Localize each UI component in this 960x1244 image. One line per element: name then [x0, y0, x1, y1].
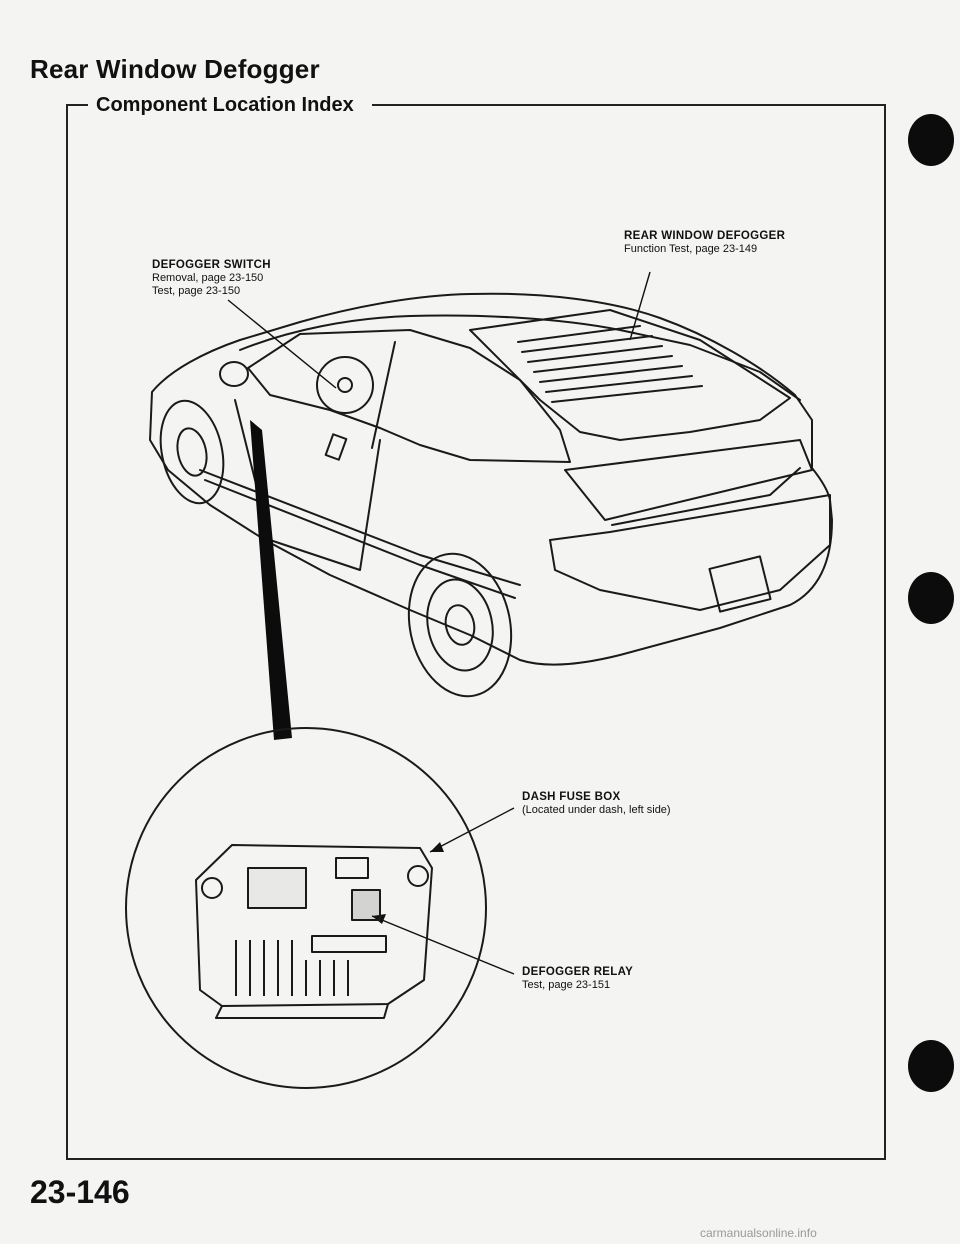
page-number: 23-146 — [30, 1174, 130, 1210]
footer-watermark: carmanualsonline.info — [700, 1226, 817, 1240]
car-roof-line — [240, 316, 800, 400]
callout-dash-fuse-box — [522, 791, 671, 817]
front-wheel — [152, 395, 232, 509]
car-rocker-line — [205, 480, 515, 598]
page-title: Rear Window Defogger — [30, 54, 320, 84]
callout-rear-window-defogger — [624, 230, 785, 256]
callout-defogger-relay — [522, 966, 633, 992]
callout-defogger-switch — [152, 259, 271, 298]
fuse-row-slots — [236, 940, 348, 996]
front-wheel-hub — [173, 426, 210, 479]
inset-pointer — [250, 420, 292, 740]
callout-line: (Located under dash, left side) — [522, 804, 671, 816]
fuse-row — [312, 936, 386, 952]
callout-line: Test, page 23-150 — [152, 285, 241, 297]
car-rear-panel — [565, 440, 812, 520]
callout-heading: DEFOGGER SWITCH — [152, 259, 271, 271]
car-rear-hatch-glass — [470, 310, 790, 440]
steering-wheel-hub — [338, 378, 352, 392]
section-title: Component Location Index — [90, 94, 360, 117]
leader-line-defogger-relay — [372, 916, 514, 974]
fuse-box-mount-hole — [202, 878, 222, 898]
callout-heading: DEFOGGER RELAY — [522, 966, 634, 978]
steering-wheel — [317, 357, 373, 413]
license-plate-recess — [709, 556, 770, 611]
fuse-box-mount-hole — [408, 866, 428, 886]
car-door-handle — [326, 434, 347, 459]
callout-line: Removal, page 23-150 — [152, 272, 264, 284]
fuse-box-connector — [248, 868, 306, 908]
callout-line: Test, page 23-151 — [522, 979, 611, 991]
rear-wheel — [396, 544, 524, 706]
arrow-head — [430, 842, 444, 852]
leader-line-defogger-switch — [228, 300, 336, 388]
callout-line: Function Test, page 23-149 — [624, 243, 758, 255]
car-rear-bumper — [550, 495, 830, 610]
defogger-relay-body — [352, 890, 380, 920]
leader-line-rear-window-defogger — [630, 272, 650, 340]
car-side-mirror — [220, 362, 248, 386]
callout-heading: DASH FUSE BOX — [522, 791, 621, 803]
leader-line-dash-fuse-box — [430, 808, 514, 852]
fuse-box-connector — [336, 858, 368, 878]
car-side-glass — [248, 330, 570, 462]
callout-heading: REAR WINDOW DEFOGGER — [624, 230, 786, 242]
